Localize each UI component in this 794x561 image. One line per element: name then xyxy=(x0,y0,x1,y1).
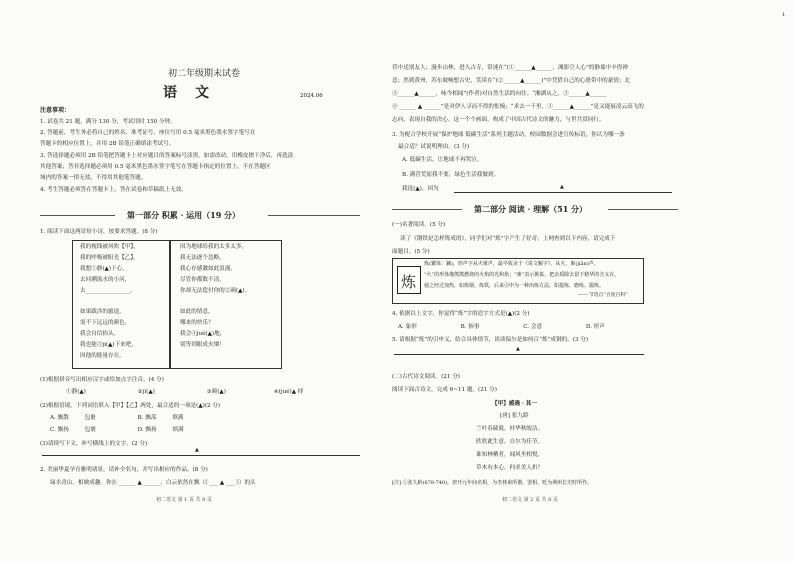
poem-line: 我的视线被风吹【甲】， xyxy=(80,244,139,250)
text-line: 志向，表现自我的决心。这一个个画面，构成了中国古代诗文的魅力，与世共赏同行。 xyxy=(392,117,605,123)
box-line: 使之经过加热，如炼钢、炼铁，后来引申为一种冶炼方法，如提炼，磨练、锻炼。 xyxy=(424,283,605,289)
poem-line: 你却无法偿付你的②颜(▲)。 xyxy=(180,287,251,294)
q1-1-item: ③颜(▲) xyxy=(206,389,226,395)
q3-answer-prefix: 我选(▲)，因为 xyxy=(402,186,439,192)
answer-marker: ▲ xyxy=(560,184,564,190)
q4-options xyxy=(398,323,633,332)
poem-line: 需不下远远的颜色， xyxy=(80,320,131,327)
note-line: 4. 考生答题必须答在答题卡上，答在试卷和草稿纸上无效。 xyxy=(40,187,187,193)
option: C. 飘扬 xyxy=(50,427,69,433)
poem-line xyxy=(80,297,139,308)
option: A. 象形 xyxy=(398,324,417,330)
seal-character: 炼 xyxy=(401,273,417,291)
note-line: 域内的答案一律无效，不得用其他笔答题。 xyxy=(40,175,147,181)
q3-option: B. 满营荒原我不要，绿色生活我做到。 xyxy=(402,172,500,178)
reading2-title: (二)古代诗文阅读。(21 分) xyxy=(392,374,460,380)
q1-1-item: ④(jué)▲ 择 xyxy=(273,389,304,395)
poem-line: 如此的情意， xyxy=(180,309,214,316)
option: 包裹 xyxy=(84,427,96,433)
option: D. 飘扬 xyxy=(137,427,157,433)
poem-note: [注] ①张九龄(678-740)，唐开元年间名相，为李林甫所谮，罢相，贬为荆州长史时所作。 xyxy=(392,480,593,486)
reading1-intro-2: 面题目。(5 分) xyxy=(392,249,430,255)
section-rule xyxy=(268,215,360,216)
q1-1-item: ①静(▲) xyxy=(66,389,86,395)
exam-title: 初二年级期末试卷 xyxy=(168,69,241,79)
answer-marker: ▲ xyxy=(195,447,199,453)
q1-2-options-row2 xyxy=(50,426,212,435)
poem-line: 欣欣此生意，自尔为佳节。 xyxy=(476,439,544,445)
q1-3: (3)请续写下文，补写横线上的文字。(2 分) xyxy=(40,441,148,447)
q1-2: (2)根据语境，下列词语填入【甲】【乙】两处，最合适的一项是(▲)(2 分) xyxy=(40,403,221,409)
poem-line: 因为地球给我的太多太多， xyxy=(180,244,248,250)
text-line: 意；然到黄州，苏东坡畅想古史，笑谈在“(②______▲______)”中凭借自己的心愿带中的豪情；北 xyxy=(392,78,631,84)
q3-stem: 3. 为配合学校开展“保护地球 低碳生活”系列主题活动，校园数据会进宣传标语，你认为哪一条 xyxy=(392,132,625,138)
poem-line: 谁知林栖者，闻风坐相悦。 xyxy=(476,452,544,458)
answer-marker: ▲ xyxy=(516,346,520,352)
option: 填满 xyxy=(172,415,184,421)
q2-stem: 2. 美丽华夏孕育雅明诸景。请补全名句，并写出相应的作品。(8 分) xyxy=(40,467,208,473)
notes-title: 注意事项： xyxy=(40,107,71,114)
part2-heading: 第二部分 阅读 · 理解（51 分） xyxy=(474,204,588,214)
poem-author: [唐] 张九龄 xyxy=(500,413,529,419)
q1-1: (1)根据拼音写出相应汉字或给加点字注音。(4 分) xyxy=(40,377,164,383)
left-page xyxy=(0,0,392,561)
poem-line xyxy=(180,297,250,308)
seal-image xyxy=(397,266,421,294)
q1-2-options-row1 xyxy=(50,414,211,423)
poem-line: 去回溯流水的小河， xyxy=(80,276,131,283)
option: 填满 xyxy=(172,427,184,433)
text-line: 营中送别友人；漫步山林，进入古寺，常迷在“(①______▲______，滩影空人心”的静谧中辛得禅 xyxy=(392,65,628,71)
note-line: 3. 答选择题必须用 2B 铅笔把答题卡上对应题目的答案标号涂黑，如需改动，用橡皮擦干净后，再选涂 xyxy=(40,153,294,159)
poem-line: 哪来的快乐？ xyxy=(180,320,214,327)
q3-option: A. 低碳生活，让地球不再哭泣。 xyxy=(402,157,483,163)
poem-line: 我无法逐个忽略， xyxy=(180,254,225,261)
note-line: 答题卡的相应位置上，并用 2B 铅笔正确填涂考试号。 xyxy=(40,141,175,147)
section-rule xyxy=(40,215,115,216)
option: D. 形声 xyxy=(585,324,605,330)
answer-line xyxy=(42,450,360,456)
poem-line: 尽管你都数不清， xyxy=(180,276,225,283)
section-rule xyxy=(392,209,462,210)
poem-line: 我的呼吸被阳光【乙】， xyxy=(80,254,139,261)
poem-line: 我心存感激如此浪漫， xyxy=(180,265,236,272)
poem-title: 【甲】感遇 · 其一 xyxy=(492,401,537,407)
exam-date: 2024.06 xyxy=(300,93,323,99)
q3-stem-2: 最合适？试说明理由。(3 分) xyxy=(398,144,470,150)
reading1-intro: 读了《钢铁是怎样炼成的》，同学们对“炼”字产生了好奇，上网查到以下内容，请完成下 xyxy=(400,236,616,242)
q5: 5. 请根据“炼”的引申义，结合具体情节，谈谈保尔是如何百“炼”成钢的。(3 分) xyxy=(392,337,589,343)
option: 包裹 xyxy=(84,415,96,421)
poem-line: 因他的能量存在。 xyxy=(80,353,125,360)
poem-left xyxy=(80,242,139,362)
note-line: 1. 试卷共 21 题，满分 130 分，考试用时 150 分钟。 xyxy=(40,119,176,125)
box-line: “火”的形体像熊熊燃烧的火焰的光和焰；“柬”表示挑拣，把杂质除去留下精华的含义在， xyxy=(424,272,620,278)
q1-1-items xyxy=(66,388,303,397)
poem-line: 我会④jué(▲)地， xyxy=(180,331,226,338)
section-rule xyxy=(608,209,678,210)
text-line: ④ ______ ▲ ______”是对伊人寻而不得的怅惋；“求去一千里，③______▲______”是又能展凌云高飞的 xyxy=(392,104,644,110)
option: B. 飘荡 xyxy=(137,415,157,421)
reading1-title: (一)名著阅读。(5 分) xyxy=(392,222,446,228)
poem-line: 如果跋涉的旅途， xyxy=(80,309,125,316)
poem-line: 去________________。 xyxy=(80,287,136,294)
part1-heading: 第一部分 积累 · 运用（19 分） xyxy=(127,210,241,220)
poem-line: 兰叶春葳蕤，桂华秋皎洁。 xyxy=(476,426,544,432)
q2-line: 绿水青山，相映成趣。你在 ______ ▲ ______，白云依然在飘（《 ___ ▲ ___ 》）的头 xyxy=(50,480,256,486)
reading2-intro: 阅读下面古诗文，完成 6~11 题。(21 分) xyxy=(392,387,497,393)
option: C. 会意 xyxy=(523,324,543,330)
box-line: 炼(繁体：鍊)，形声字从火柬声，最早收录于《说文解字》，从火，柬(jiǎn)声。 xyxy=(424,261,599,267)
text-line: ③______▲______，咏今相闻”(作者)对自然生活的向往；“湘湖从之，③______▲______ xyxy=(392,91,607,97)
option: A. 飘散 xyxy=(50,415,69,421)
q1-1-item: ②jì(▲) xyxy=(137,389,155,395)
poem-line: 我想①静(▲)下心， xyxy=(80,265,128,272)
box-source: —— 节选自“百度百科” xyxy=(578,293,628,298)
subject-title: 语文 xyxy=(163,85,227,101)
poem-line: 我会自信抬头， xyxy=(80,331,120,338)
right-page xyxy=(392,0,794,561)
poem-right xyxy=(180,242,250,351)
poem-line: 草木有本心，何求美人折？ xyxy=(476,465,544,471)
q4: 4. 依据以上文字，你觉得“炼”字的造字方式是(▲)(2 分) xyxy=(392,311,530,317)
poem-line: 别等到眼成火烟！ xyxy=(180,342,225,349)
note-line: 其他答案；答非选择题必须用 0.5 毫米黑色墨水签字笔写在答题卡指定的位置上，不在答题区 xyxy=(40,164,271,170)
page-footer: 初二语文 第 2 页 共 8 页 xyxy=(502,497,558,503)
note-line: 2. 答题前，考生务必将自己的姓名、准考证号、座位号用 0.5 毫米黑色墨水签字笔写在 xyxy=(40,130,256,136)
page-footer: 初二语文 第 1 页 共 8 页 xyxy=(156,497,212,503)
q1-stem: 1. 阅读下面这两首短小诗，按要求答题。(8 分) xyxy=(40,229,158,235)
page-corner-mark: 1 xyxy=(782,12,786,18)
poem-line: 我也能③ji(▲)下来吧， xyxy=(80,342,137,349)
option: B. 指事 xyxy=(460,324,480,330)
